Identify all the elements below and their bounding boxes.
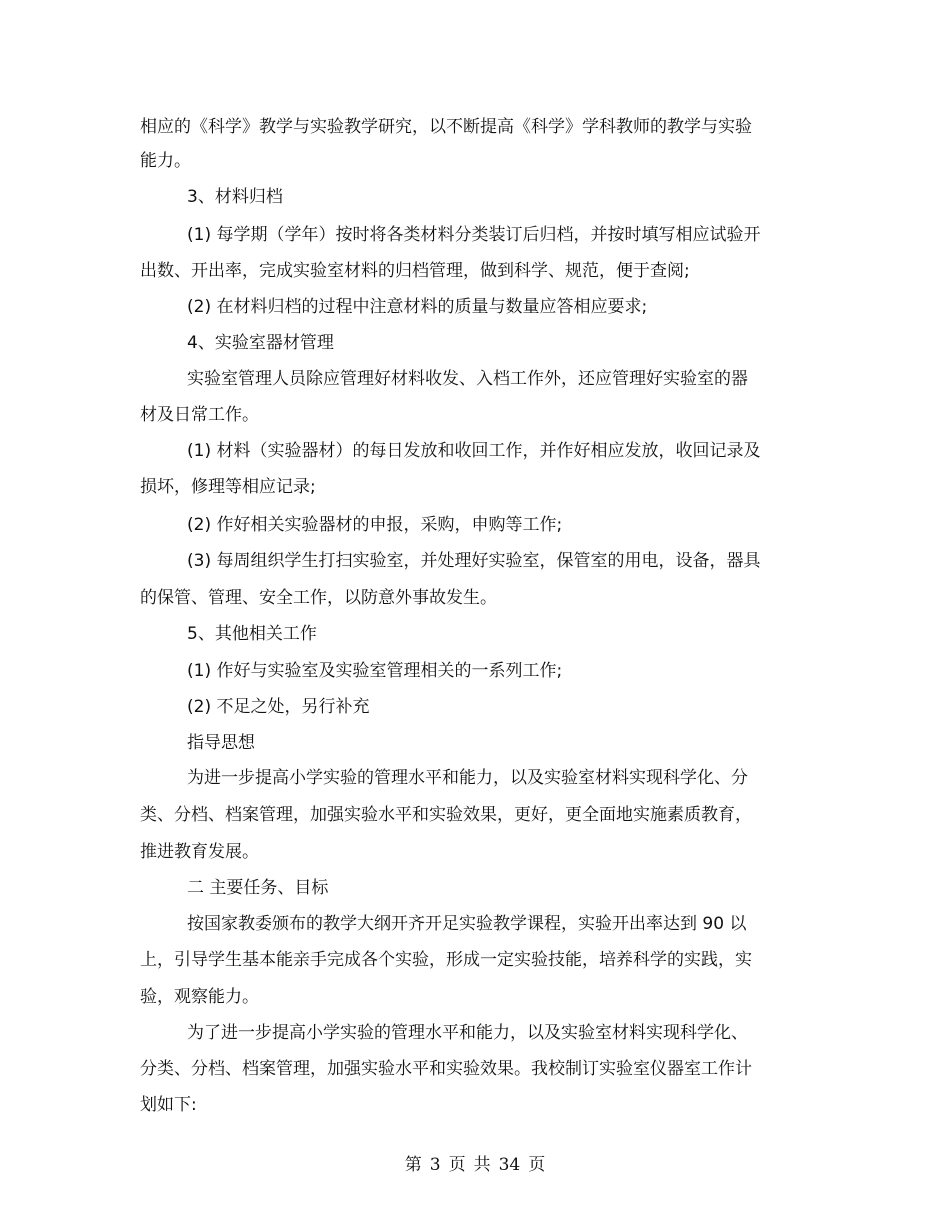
text-line: 材及日常工作。: [140, 405, 259, 425]
section-heading: 指导思想: [187, 733, 255, 753]
text-line: 相应的《科学》教学与实验教学研究，以不断提高《科学》学科教师的教学与实验: [140, 117, 752, 137]
footer-page-number: 3: [429, 1155, 441, 1175]
text-line: (2) 作好相关实验器材的申报，采购，申购等工作;: [187, 515, 563, 535]
text-line: (2) 不足之处，另行补充: [187, 697, 370, 717]
section-heading: 3、材料归档: [187, 187, 283, 207]
text-line: 分类、分档、档案管理，加强实验水平和实验效果。我校制订实验室仪器室工作计: [140, 1059, 752, 1079]
section-heading: 4、实验室器材管理: [187, 333, 334, 353]
text-line: 实验室管理人员除应管理好材料收发、入档工作外，还应管理好实验室的器: [187, 369, 748, 389]
text-line: 为进一步提高小学实验的管理水平和能力，以及实验室材料实现科学化、分: [187, 768, 748, 788]
text-line: (1) 材料（实验器材）的每日发放和收回工作，并作好相应发放，收回记录及: [187, 441, 761, 461]
text-line: 划如下:: [140, 1095, 197, 1115]
section-heading: 二 主要任务、目标: [187, 878, 329, 898]
text-line: 按国家教委颁布的教学大纲开齐开足实验教学课程，实验开出率达到 90 以: [187, 914, 747, 934]
section-heading: 5、其他相关工作: [187, 624, 317, 644]
text-line: 出数、开出率，完成实验室材料的归档管理，做到科学、规范，便于查阅;: [140, 261, 690, 281]
text-line: 为了进一步提高小学实验的管理水平和能力，以及实验室材料实现科学化、: [187, 1023, 748, 1043]
text-line: (1) 每学期（学年）按时将各类材料分类装订后归档，并按时填写相应试验开: [187, 225, 761, 245]
text-line: 上，引导学生基本能亲手完成各个实验，形成一定实验技能，培养科学的实践，实: [140, 950, 752, 970]
footer-prefix: 第: [404, 1155, 422, 1175]
text-line: 类、分档、档案管理，加强实验水平和实验效果，更好，更全面地实施素质教育，: [140, 805, 752, 825]
text-line: 验，观察能力。: [140, 987, 259, 1007]
footer-suffix: 页: [528, 1155, 546, 1175]
text-line: 推进教育发展。: [140, 842, 259, 862]
text-line: 的保管、管理、安全工作，以防意外事故发生。: [140, 588, 497, 608]
footer-total-label: 共: [473, 1155, 491, 1175]
page-footer: [0, 1153, 950, 1177]
footer-total-pages: 34: [498, 1155, 521, 1175]
text-line: (3) 每周组织学生打扫实验室，并处理好实验室，保管室的用电，设备，器具: [187, 551, 761, 571]
footer-page-label: 页: [448, 1155, 466, 1175]
text-line: (1) 作好与实验室及实验室管理相关的一系列工作;: [187, 661, 563, 681]
text-line: (2) 在材料归档的过程中注意材料的质量与数量应答相应要求;: [187, 297, 648, 317]
text-line: 能力。: [140, 151, 191, 171]
text-line: 损坏，修理等相应记录;: [140, 477, 316, 497]
